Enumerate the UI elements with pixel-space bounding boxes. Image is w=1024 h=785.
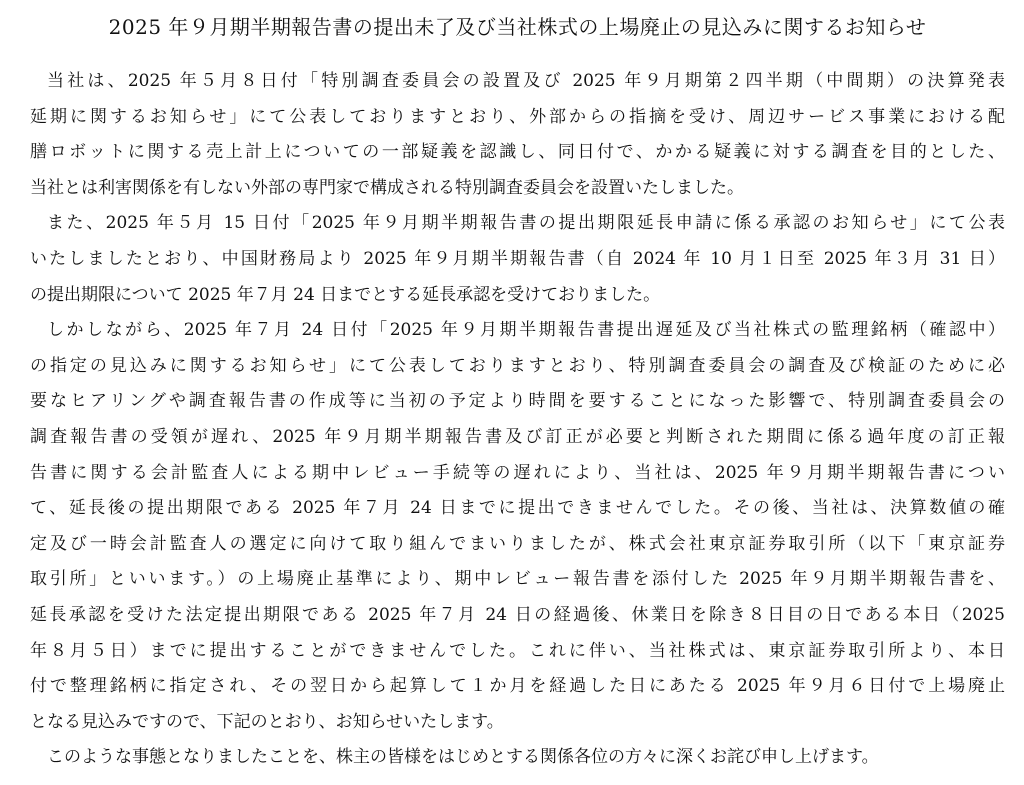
text-line: 付で整理銘柄に指定され、その翌日から起算して１か月を経過した日にあたる 2025 年９月６日付で上場廃止	[30, 676, 1005, 697]
paragraph-4	[30, 740, 1005, 776]
document-body	[30, 64, 1005, 776]
document	[30, 10, 1005, 776]
text-line: このような事態となりましたことを、株主の皆様をはじめとする関係各位の方々に深くお詫び申し上げます。	[47, 747, 879, 768]
text-line: の提出期限について 2025 年７月 24 日までとする延長承認を受けておりました。	[30, 284, 661, 305]
text-line: 取引所」といいます。）の上場廃止基準により、期中レビュー報告書を添付した 2025 年９月期半期報告書を、	[30, 569, 1005, 590]
text-line: となる見込みですので、下記のとおり、お知らせいたします。	[30, 711, 504, 732]
text-line: しかしながら、2025 年７月 24 日付「2025 年９月期半期報告書提出遅延及び当社株式の監理銘柄（確認中）	[47, 320, 1005, 341]
paragraph-3	[30, 313, 1005, 740]
text-line: 当社とは利害関係を有しない外部の専門家で構成される特別調査委員会を設置いたしました。	[30, 177, 744, 198]
text-line: 告書に関する会計監査人による期中レビュー手続等の遅れにより、当社は、2025 年９月期半期報告書につい	[30, 462, 1005, 483]
text-line: 膳ロボットに関する売上計上についての一部疑義を認識し、同日付で、かかる疑義に対する調査を目的とした、	[30, 142, 1005, 163]
text-line: 当社は、2025 年５月８日付「特別調査委員会の設置及び 2025 年９月期第２四半期（中間期）の決算発表	[47, 71, 1005, 91]
text-line: て、延長後の提出期限である 2025 年７月 24 日までに提出できませんでした。その後、当社は、決算数値の確	[30, 498, 1005, 519]
document-title: 2025 年９月期半期報告書の提出未了及び当社株式の上場廃止の見込みに関するお知らせ	[108, 15, 927, 39]
text-line: 延期に関するお知らせ」にて公表しておりますとおり、外部からの指摘を受け、周辺サービス事業における配	[30, 106, 1005, 127]
text-line: 調査報告書の受領が遅れ、2025 年９月期半期報告書及び訂正が必要と判断された期間に係る過年度の訂正報	[30, 426, 1005, 447]
text-line: いたしましたとおり、中国財務局より 2025 年９月期半期報告書（自 2024 年 10 月１日至 2025 年３月 31 日）	[30, 248, 1005, 269]
text-line: 延長承認を受けた法定提出期限である 2025 年７月 24 日の経過後、休業日を除き８日目の日である本日（2025	[30, 604, 1005, 625]
paragraph-1	[30, 64, 1005, 206]
text-line: 定及び一時会計監査人の選定に向けて取り組んでまいりましたが、株式会社東京証券取引所（以下「東京証券	[30, 533, 1005, 554]
text-line: 年８月５日）までに提出することができませんでした。これに伴い、当社株式は、東京証券取引所より、本日	[30, 640, 1005, 661]
text-line: また、2025 年５月 15 日付「2025 年９月期半期報告書の提出期限延長申請に係る承認のお知らせ」にて公表	[47, 213, 1005, 234]
text-line: の指定の見込みに関するお知らせ」にて公表しておりますとおり、特別調査委員会の調査及び検証のために必	[30, 355, 1005, 376]
text-line: 要なヒアリングや調査報告書の作成等に当初の予定より時間を要することになった影響で、特別調査委員会の	[30, 391, 1005, 412]
paragraph-2	[30, 206, 1005, 313]
